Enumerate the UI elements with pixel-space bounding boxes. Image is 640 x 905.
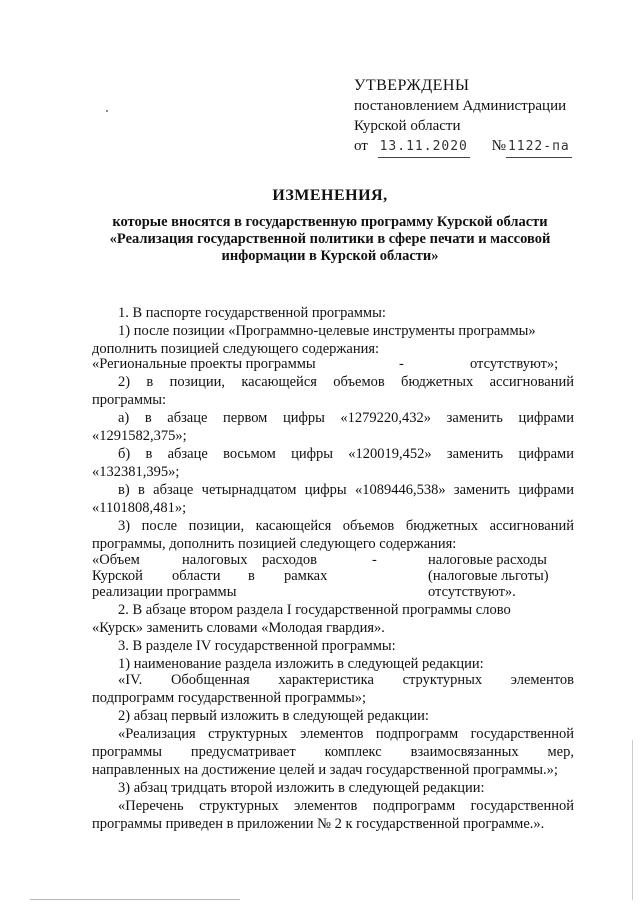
body-line: программы предусматривает комплекс взаимосвязанных мер, bbox=[92, 744, 574, 760]
date-prefix: от bbox=[354, 138, 368, 154]
body-line: б) в абзаце восьмом цифры «120019,452» заменить цифрами bbox=[118, 446, 574, 462]
body-line: 1. В паспорте государственной программы: bbox=[118, 305, 386, 321]
body-line: «132381,395»; bbox=[92, 464, 180, 480]
number-prefix: № bbox=[491, 138, 506, 154]
scan-edge-line bbox=[632, 740, 633, 900]
table-cell: в bbox=[248, 568, 255, 584]
scan-speck bbox=[106, 110, 108, 112]
body-line: а) в абзаце первом цифры «1279220,432» заменить цифрами bbox=[118, 410, 574, 426]
body-line: 3. В разделе IV государственной программы: bbox=[118, 638, 396, 654]
number-value: 1122-па bbox=[506, 137, 572, 158]
body-line: 1) наименование раздела изложить в следующей редакции: bbox=[118, 656, 484, 672]
body-line: 2) в позиции, касающейся объемов бюджетных ассигнований bbox=[118, 374, 574, 390]
table-cell: налоговые расходы bbox=[428, 552, 547, 568]
table-cell: реализации программы bbox=[92, 584, 237, 600]
body-line: программы, дополнить позицией следующего содержания: bbox=[92, 536, 457, 552]
approval-line-1: постановлением Администрации bbox=[354, 98, 567, 114]
body-line: направленных на достижение целей и задач государственной программы.»; bbox=[92, 762, 558, 778]
date-value: 13.11.2020 bbox=[378, 137, 470, 158]
body-line: 1) после позиции «Программно-целевые инструменты программы» bbox=[118, 323, 536, 339]
table-cell: рамках bbox=[284, 568, 328, 584]
table-cell: «Объем bbox=[92, 552, 140, 568]
table-cell: отсутствуют»; bbox=[470, 356, 559, 372]
table-cell: области bbox=[172, 568, 221, 584]
body-line: «1291582,375»; bbox=[92, 428, 187, 444]
body-line: 3) абзац тридцать второй изложить в следующей редакции: bbox=[118, 780, 485, 796]
table-cell: отсутствуют». bbox=[428, 584, 516, 600]
body-line: «IV. Обобщенная характеристика структурных элементов bbox=[118, 672, 574, 688]
body-line: программы приведен в приложении № 2 к государственной программе.». bbox=[92, 816, 545, 832]
body-line: «Курск» заменить словами «Молодая гвардия». bbox=[92, 620, 385, 636]
body-line: «1101808,481»; bbox=[92, 500, 187, 516]
body-line: подпрограмм государственной программы»; bbox=[92, 690, 367, 706]
body-line: программы: bbox=[92, 392, 167, 408]
document-title: ИЗМЕНЕНИЯ, bbox=[272, 187, 388, 204]
subtitle-line-3: информации в Курской области» bbox=[221, 248, 439, 264]
table-cell: - bbox=[372, 552, 377, 568]
approval-block bbox=[354, 76, 572, 158]
table-cell: (налоговые льготы) bbox=[428, 568, 549, 584]
body-line: 3) после позиции, касающейся объемов бюджетных ассигнований bbox=[118, 518, 574, 534]
body-line: «Реализация структурных элементов подпрограмм государственной bbox=[118, 726, 574, 742]
table-cell: налоговых bbox=[182, 552, 248, 568]
body-line: 2. В абзаце втором раздела I государственной программы слово bbox=[118, 602, 511, 618]
subtitle-line-2: «Реализация государственной политики в сфере печати и массовой bbox=[109, 231, 551, 247]
scan-edge-line bbox=[30, 899, 240, 900]
approval-date-line bbox=[354, 136, 572, 158]
approval-line-2: Курской области bbox=[354, 118, 461, 134]
approval-title: УТВЕРЖДЕНЫ bbox=[354, 77, 470, 94]
table-cell: - bbox=[399, 356, 404, 372]
table-cell: Курской bbox=[92, 568, 143, 584]
body-line: дополнить позицией следующего содержания: bbox=[92, 341, 380, 357]
table-cell: расходов bbox=[262, 552, 317, 568]
body-line: в) в абзаце четырнадцатом цифры «1089446,538» заменить цифрами bbox=[118, 482, 574, 498]
body-line: 2) абзац первый изложить в следующей редакции: bbox=[118, 708, 429, 724]
document-subtitle bbox=[70, 214, 590, 265]
table-cell: «Региональные проекты программы bbox=[92, 356, 316, 372]
body-line: «Перечень структурных элементов подпрограмм государственной bbox=[118, 798, 574, 814]
subtitle-line-1: которые вносятся в государственную программу Курской области bbox=[112, 214, 548, 230]
